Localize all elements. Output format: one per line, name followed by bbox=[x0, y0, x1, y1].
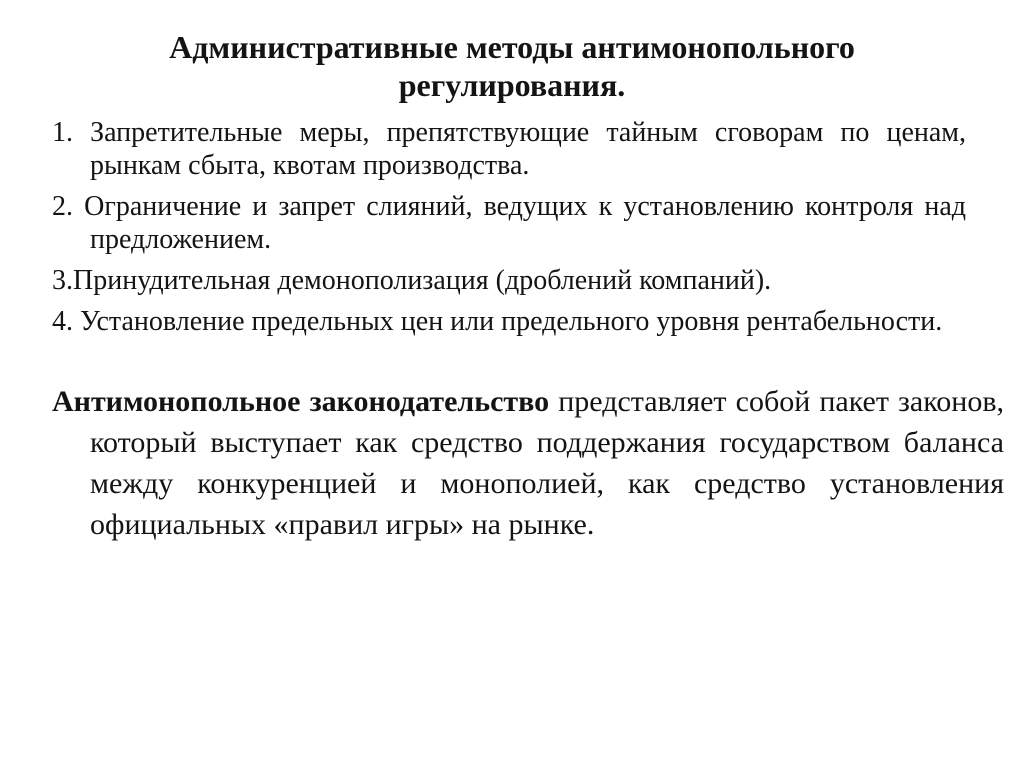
list-item: 3.Принудительная демонополизация (дроблений компаний). bbox=[52, 265, 772, 296]
list-item: 1. Запретительные меры, препятствующие тайным сговорам по ценам, рынкам сбыта, квотам производства. bbox=[52, 117, 966, 181]
definition-text: представляет собой пакет законов, который выступает как средство поддержания государством баланса между конкуренцией и монополией, как средство установления официальных «правил игры» на рынке. bbox=[90, 385, 1004, 541]
slide-title: Административные методы антимонопольного регулирования. bbox=[169, 29, 855, 103]
list-item: 2. Ограничение и запрет слияний, ведущих к установлению контроля над предложением. bbox=[52, 191, 966, 255]
definition-term: Антимонопольное законодательство bbox=[52, 385, 550, 418]
definition-paragraph bbox=[52, 381, 1004, 545]
methods-list bbox=[52, 116, 966, 346]
list-item: 4. Установление предельных цен или предельного уровня рентабельности. bbox=[52, 306, 943, 337]
